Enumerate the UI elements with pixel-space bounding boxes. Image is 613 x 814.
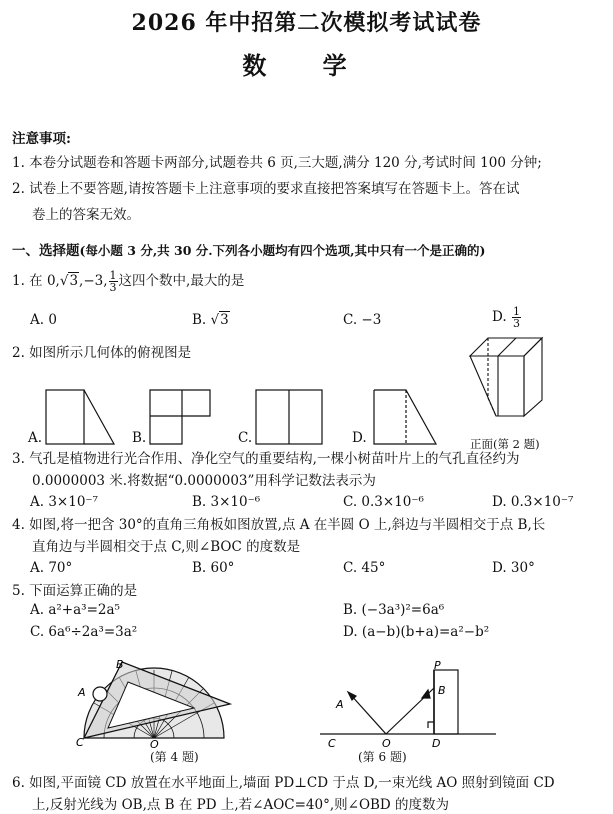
q4-option-d: D. 30° [492,560,535,576]
q6-label-c: C [328,737,336,750]
q6-figure [318,659,498,750]
q3-option-d: D. 0.3×10⁻⁷ [492,494,574,510]
section-note: (每小题 3 分,共 30 分.下列各小题均有四个选项,其中只有一个是正确的) [79,243,486,258]
q1-option-d-numerator: 1 [512,305,520,318]
q2-option-a-figure [44,388,122,448]
notice-item-2-cont: 卷上的答案无效。 [32,207,140,223]
q2-option-c-figure [254,388,326,448]
section-heading [12,242,485,260]
q6-label-o: O [382,737,391,750]
question-6-stem-line-1: 6. 如图,平面镜 CD 放置在水平地面上,墙面 PD⊥CD 于点 D,一束光线 AO 照射到镜面 CD [12,775,555,791]
q1-option-b [192,312,230,328]
q1-option-d-denominator: 3 [512,317,520,330]
q4-label-b: B [116,658,124,671]
question-1-stem [12,270,244,293]
q5-option-c: C. 6a⁶÷2a³=3a² [30,624,138,640]
q4-label-a: A [78,686,86,699]
q1-option-d-prefix: D. [492,309,507,325]
q4-label-c: C [76,736,84,749]
q2-option-b-figure [148,388,218,448]
question-3-stem-line-1: 3. 气孔是植物进行光合作用、净化空气的重要结构,一棵小树苗叶片上的气孔直径约为 [12,451,520,467]
q2-option-b-label: B. [132,430,147,446]
q2-solid-figure [466,334,556,424]
q4-label-o: O [150,738,159,751]
q2-option-a-label: A. [28,430,43,446]
notice-heading: 注意事项: [12,131,71,147]
q1-option-c: C. −3 [343,312,382,328]
q1-stem-part-a: 1. 在 0, [12,273,60,289]
question-5-stem: 5. 下面运算正确的是 [12,583,138,599]
q4-figure [70,656,240,751]
exam-title: 2026 年中招第二次模拟考试试卷 [131,10,482,36]
question-4-stem-line-1: 4. 如图,将一把含 30°的直角三角板如图放置,点 A 在半圆 O 上,斜边与半圆相交于点 B,长 [12,517,546,533]
q1-stem-part-b: ,−3, [79,273,108,289]
q1-option-d [492,306,522,329]
q1-fraction-numerator: 1 [109,269,117,282]
q4-option-b: B. 60° [192,560,235,576]
q4-option-a: A. 70° [30,560,73,576]
q5-option-a: A. a²+a³=2a⁵ [30,602,120,618]
section-title: 一、选择题 [12,243,80,259]
sqrt-sign-icon: √ [59,273,69,289]
q6-figure-caption: (第 6 题) [358,750,407,764]
q2-figure-caption: 正面(第 2 题) [470,437,540,451]
question-3-stem-line-2: 0.0000003 米.将数据“0.0000003”用科学记数法表示为 [32,473,376,489]
question-6-stem-line-2: 上,反射光线为 OB,点 B 在 PD 上,若∠AOC=40°,则∠OBD 的度数为 [32,797,450,813]
q1-fraction-denominator: 3 [109,281,117,294]
notice-item-1: 1. 本卷分试题卷和答题卡两部分,试题卷共 6 页,三大题,满分 120 分,考试时间 100 分钟; [12,155,542,171]
q3-option-b: B. 3×10⁻⁶ [192,494,261,510]
question-4-stem-line-2: 直角边与半圆相交于点 C,则∠BOC 的度数是 [32,539,301,555]
q4-option-c: C. 45° [343,560,386,576]
q6-label-a: A [336,698,344,711]
question-2-stem: 2. 如图所示几何体的俯视图是 [12,345,192,361]
q6-label-p: P [434,659,441,672]
q5-option-b: B. (−3a³)²=6a⁶ [343,602,445,618]
q1-sqrt-value: 3 [69,273,79,289]
notice-item-2: 2. 试卷上不要答题,请按答题卡上注意事项的要求直接把答案填写在答题卡上。答在试 [12,181,520,197]
exam-subject: 数 学 [242,51,371,80]
q6-label-d: D [432,737,441,750]
q6-label-b: B [438,684,446,697]
q1-option-d-fraction [512,306,521,329]
q3-option-a: A. 3×10⁻⁷ [30,494,98,510]
q2-option-c-label: C. [238,430,253,446]
q2-option-d-figure [372,388,444,448]
q1-stem-part-c: 这四个数中,最大的是 [118,273,245,289]
q5-option-d: D. (a−b)(b+a)=a²−b² [343,624,490,640]
q1-option-a: A. 0 [30,312,57,328]
q2-option-d-label: D. [352,430,367,446]
q1-option-b-value: 3 [220,312,229,328]
q4-figure-caption: (第 4 题) [150,750,199,764]
q3-option-c: C. 0.3×10⁻⁶ [343,494,424,510]
q1-option-b-prefix: B. [192,312,207,328]
sqrt-sign-icon: √ [210,312,220,328]
q1-fraction [109,270,118,293]
